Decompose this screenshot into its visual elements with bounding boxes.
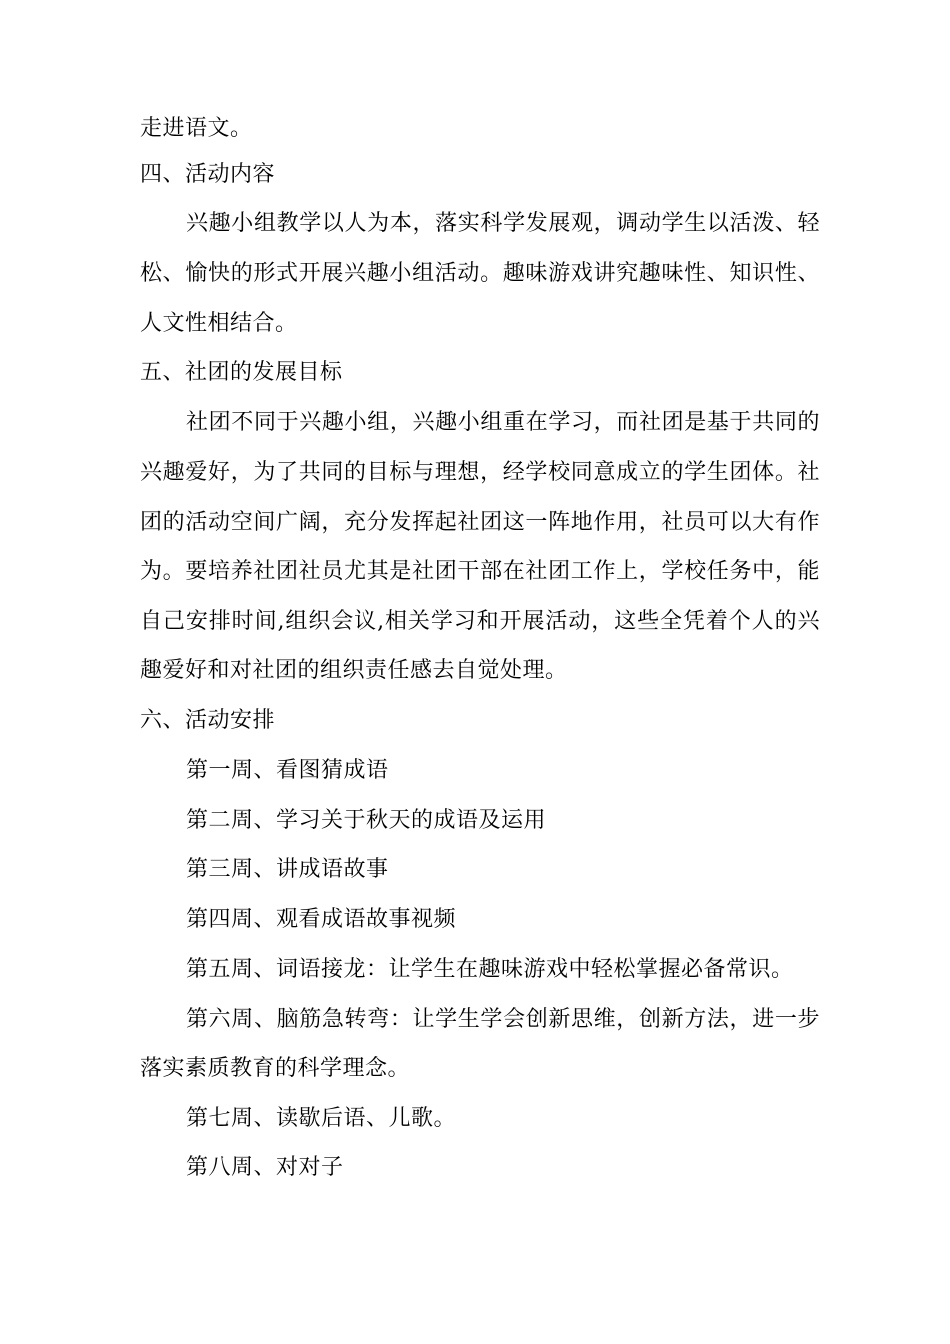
schedule-item-week-7: 第七周、读歇后语、儿歌。 (186, 1106, 457, 1131)
text-line-continuation: 走进语文。 (140, 116, 253, 141)
paragraph-line: 兴趣小组教学以人为本，落实科学发展观，调动学生以活泼、轻 (186, 211, 820, 236)
schedule-item-week-4: 第四周、观看成语故事视频 (186, 907, 457, 932)
schedule-item-week-2: 第二周、学习关于秋天的成语及运用 (186, 808, 547, 833)
section-heading-club-goals: 五、社团的发展目标 (140, 360, 343, 385)
section-heading-activity-content: 四、活动内容 (140, 162, 276, 187)
paragraph-line: 趣爱好和对社团的组织责任感去自觉处理。 (140, 658, 568, 683)
schedule-item-week-1: 第一周、看图猜成语 (186, 758, 389, 783)
section-heading-activity-schedule: 六、活动安排 (140, 708, 276, 733)
schedule-item-week-6-continued: 落实素质教育的科学理念。 (140, 1056, 411, 1081)
paragraph-line: 松、愉快的形式开展兴趣小组活动。趣味游戏讲究趣味性、知识性、 (140, 261, 820, 286)
paragraph-line: 团的活动空间广阔，充分发挥起社团这一阵地作用，社员可以大有作 (140, 510, 820, 535)
schedule-item-week-6: 第六周、脑筋急转弯：让学生学会创新思维，创新方法，进一步 (186, 1007, 820, 1032)
paragraph-line: 为。要培养社团社员尤其是社团干部在社团工作上，学校任务中，能 (140, 559, 820, 584)
schedule-item-week-5: 第五周、词语接龙：让学生在趣味游戏中轻松掌握必备常识。 (186, 957, 794, 982)
paragraph-line: 兴趣爱好，为了共同的目标与理想，经学校同意成立的学生团体。社 (140, 460, 820, 485)
paragraph-line: 自己安排时间,组织会议,相关学习和开展活动，这些全凭着个人的兴 (140, 609, 820, 634)
schedule-item-week-8: 第八周、对对子 (186, 1155, 344, 1180)
paragraph-line: 社团不同于兴趣小组，兴趣小组重在学习，而社团是基于共同的 (186, 410, 820, 435)
schedule-item-week-3: 第三周、讲成语故事 (186, 857, 389, 882)
paragraph-line: 人文性相结合。 (140, 311, 298, 336)
